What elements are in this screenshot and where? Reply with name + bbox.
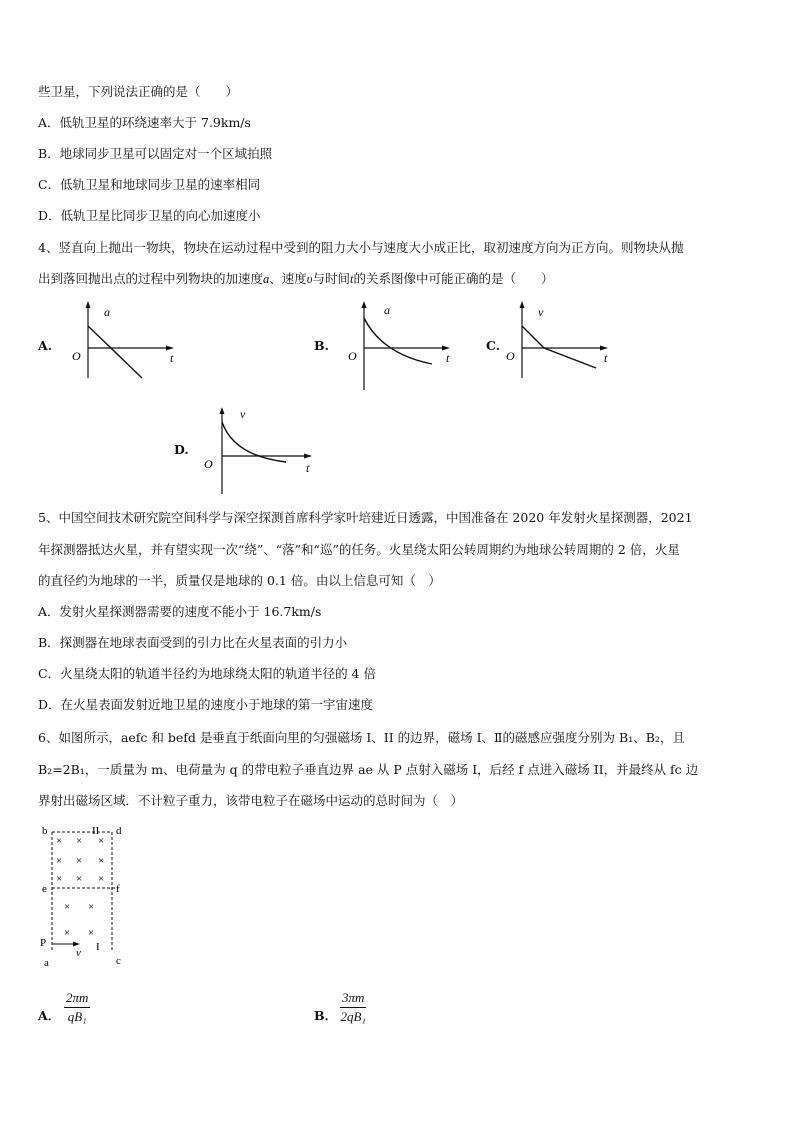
q4-option-b-label: B. [314, 338, 329, 353]
y-axis-arrow [220, 407, 225, 414]
svg-text:×: × [88, 927, 95, 939]
q3-option-c: C．低轨卫星和地球同步卫星的速率相同 [38, 177, 261, 192]
q4-stem-line1: 4、竖直向上抛出一物块，物块在运动过程中受到的阻力大小与速度大小成正比，取初速度方向为正方向。则物块从抛 [38, 240, 684, 255]
q4-graph-c [500, 298, 620, 384]
svg-text:×: × [88, 901, 95, 913]
velocity-arrowhead [73, 942, 80, 947]
q6-option-a-label: A． [38, 1008, 61, 1023]
label-b: b [42, 825, 48, 837]
svg-text:×: × [98, 873, 105, 885]
q5-option-d: D．在火星表面发射近地卫星的速度小于地球的第一宇宙速度 [38, 697, 374, 712]
q6-stem-line1: 6、如图所示，aefc 和 befd 是垂直于纸面向里的匀强磁场 I、II 的边界，磁场 I、Ⅱ的磁感应强度分别为 B₁、B₂，且 [38, 730, 685, 745]
origin-label: O [72, 349, 81, 363]
q4-graph-b [342, 298, 462, 394]
x-axis-label: t [604, 351, 608, 365]
y-axis-label: a [104, 305, 110, 319]
label-f: f [116, 883, 120, 895]
q3-option-a: A．低轨卫星的环绕速率大于 7.9km/s [38, 115, 251, 130]
q3-stem-tail: 些卫星，下列说法正确的是（ ） [38, 84, 239, 99]
q5-option-a: A．发射火星探测器需要的速度不能小于 16.7km/s [38, 604, 322, 619]
q6-option-a-fraction [64, 990, 90, 1025]
x-axis-arrow [600, 346, 608, 351]
svg-text:×: × [76, 873, 83, 885]
graph-curve [364, 318, 432, 364]
q6-magnetic-field-figure [38, 822, 138, 972]
x-axis-label: t [306, 461, 310, 475]
graph-line [522, 326, 596, 368]
y-axis-arrow [86, 301, 91, 308]
q4-option-a-label: A. [38, 338, 53, 353]
label-a: a [44, 957, 49, 969]
origin-label: O [506, 349, 515, 363]
svg-text:×: × [98, 855, 105, 867]
label-v: v [76, 947, 81, 959]
svg-text:×: × [56, 835, 63, 847]
svg-text:×: × [76, 835, 83, 847]
fraction-denominator: 2qB₁ [340, 1009, 366, 1024]
y-axis-label: v [240, 407, 246, 421]
x-axis-arrow [442, 346, 450, 351]
svg-text:×: × [76, 855, 83, 867]
svg-text:×: × [64, 927, 71, 939]
q6-stem-line2: B₂=2B₁，一质量为 m、电荷量为 q 的带电粒子垂直边界 ae 从 P 点射入磁场 I，后经 f 点进入磁场 II，并最终从 fc 边 [38, 762, 699, 777]
q4-stem-line2: 出到落回抛出点的过程中列物块的加速度a、速度υ与时间t的关系图像中可能正确的是（ ） [38, 271, 554, 286]
label-d: d [116, 825, 122, 837]
y-axis-arrow [362, 301, 367, 308]
q5-option-b: B．探测器在地球表面受到的引力比在火星表面的引力小 [38, 635, 348, 650]
x-axis-arrow [166, 346, 174, 351]
fraction-numerator: 3πm [340, 990, 366, 1008]
x-axis-arrow [304, 454, 312, 459]
graph-line [88, 326, 142, 378]
y-axis-label: v [538, 305, 544, 319]
label-c: c [116, 955, 121, 967]
label-I: I [96, 941, 100, 953]
q6-option-b-label: B． [314, 1008, 338, 1023]
svg-text:×: × [64, 901, 71, 913]
q6-option-b-fraction [340, 990, 366, 1025]
x-axis-label: t [170, 351, 174, 365]
q6-stem-line3: 界射出磁场区域．不计粒子重力，该带电粒子在磁场中运动的总时间为（ ） [38, 793, 464, 808]
q4-option-d-label: D. [174, 442, 189, 457]
y-axis-arrow [520, 301, 525, 308]
origin-label: O [348, 349, 357, 363]
fraction-denominator: qB₁ [67, 1009, 87, 1024]
label-P: P [40, 937, 47, 949]
q4-graph-d [200, 404, 324, 500]
q5-stem-line3: 的直径约为地球的一半，质量仅是地球的 0.1 倍。由以上信息可知（ ） [38, 573, 441, 588]
q3-option-b: B．地球同步卫星可以固定对一个区域拍照 [38, 146, 273, 161]
svg-text:×: × [56, 855, 63, 867]
q4-graph-a [66, 298, 186, 384]
fraction-numerator: 2πm [64, 990, 90, 1008]
field-II-crosses [56, 835, 104, 885]
q5-stem-line2: 年探测器抵达火星，并有望实现一次“绕”、“落”和“巡”的任务。火星绕太阳公转周期约为地球公转周期的 2 倍，火星 [38, 542, 680, 557]
x-axis-label: t [446, 351, 450, 365]
label-II: II [92, 825, 100, 837]
field-I-crosses [64, 901, 94, 939]
q4-option-c-label: C. [486, 338, 501, 353]
svg-text:×: × [56, 873, 63, 885]
q3-option-d: D．低轨卫星比同步卫星的向心加速度小 [38, 208, 261, 223]
y-axis-label: a [384, 303, 390, 317]
q5-stem-line1: 5、中国空间技术研究院空间科学与深空探测首席科学家叶培建近日透露，中国准备在 2020 年发射火星探测器，2021 [38, 510, 693, 525]
q5-option-c: C．火星绕太阳的轨道半径约为地球绕太阳的轨道半径的 4 倍 [38, 666, 376, 681]
svg-text:×: × [98, 835, 105, 847]
label-e: e [42, 883, 47, 895]
origin-label: O [204, 457, 213, 471]
